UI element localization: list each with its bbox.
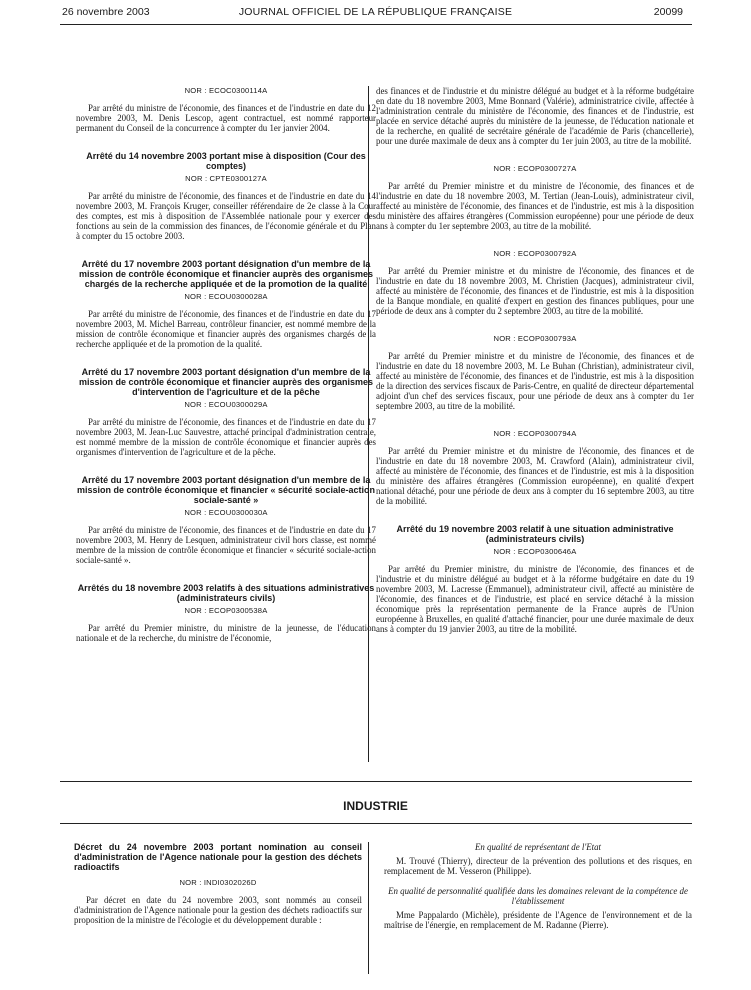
nor-reference: NOR : ECOP0300794A	[493, 429, 577, 438]
decree-title: Arrêtés du 18 novembre 2003 relatifs à des situations administratives (administrateurs civils)	[77, 583, 375, 603]
decree-text: Par arrêté du ministre de l'économie, des finances et de l'industrie en date du 14 novembre 2003, M. François Kruger, conseiller référendaire de 2e classe à la Cour des comptes, est mis à disposition de l'Assemblée nationale pour y exercer des fonctions au sein de la commission des finances, de l'économie générale et du Plan à compter du 15 octobre 2003.	[76, 191, 376, 241]
publication-title: JOURNAL OFFICIEL DE LA RÉPUBLIQUE FRANÇAISE	[238, 6, 513, 18]
nor-reference: NOR : ECOU0300029A	[184, 400, 268, 409]
decree-title: Arrêté du 14 novembre 2003 portant mise à disposition (Cour des comptes)	[86, 151, 366, 171]
header-rule	[60, 24, 692, 25]
decree-text: Par arrêté du ministre de l'économie, des finances et de l'industrie en date du 17 novembre 2003, M. Henry de Lesquen, administrateur civil hors classe, est nommé membre de la mission de contrôle économique et financier « sécurité sociale-action sociale-santé ».	[76, 525, 376, 565]
decree-title: Arrêté du 19 novembre 2003 relatif à une situation administrative (administrateurs civils)	[396, 524, 674, 544]
section-rule-bottom	[60, 823, 692, 824]
subheading: En qualité de personnalité qualifiée dans les domaines relevant de la compétence de l'établissement	[388, 886, 688, 906]
issue-date: 26 novembre 2003	[62, 6, 150, 18]
nor-reference: NOR : ECOU0300028A	[184, 292, 268, 301]
decree-text: Mme Pappalardo (Michèle), présidente de l'Agence de l'environnement et de la maîtrise de l'énergie, en remplacement de M. Radanne (Pierre).	[384, 910, 692, 930]
decree-text: Par arrêté du Premier ministre et du ministre de l'économie, des finances et de l'industrie en date du 18 novembre 2003, M. Crawford (Alain), administrateur civil, affecté au ministère de l'économie, des finances et de l'industrie, est mis à la disposition du ministère des affaires étrangères (Commission européenne), en qualité d'expert national détaché, pour une période de deux ans à compter du 16 septembre 2003, au titre de la mobilité.	[376, 446, 694, 506]
decree-title: Décret du 24 novembre 2003 portant nomination au conseil d'administration de l'Agence nationale pour la gestion des déchets radioactifs	[74, 842, 362, 872]
nor-reference: NOR : ECOP0300792A	[493, 249, 577, 258]
section-heading: INDUSTRIE	[343, 799, 408, 813]
bottom-right-column	[384, 842, 692, 940]
page-header	[0, 6, 751, 22]
nor-reference: NOR : CPTE0300127A	[185, 174, 267, 183]
section-rule-top	[60, 781, 692, 782]
decree-text: des finances et de l'industrie et du ministre délégué au budget et à la réforme budgétaire en date du 18 novembre 2003, Mme Bonnard (Valérie), administratrice civile, affectée à l'administration centrale du ministère de l'économie, des finances et de l'industrie, est placée en service détaché auprès du ministère de la jeunesse, de l'éducation nationale et de la recherche, en qualité de secrétaire générale de l'académie de Paris (chancellerie), pour une durée maximale de deux ans à compter du 1er juin 2003, au titre de la mobilité.	[376, 86, 694, 146]
left-column	[76, 86, 376, 643]
decree-text: Par arrêté du Premier ministre, du ministre de la jeunesse, de l'éducation nationale et de la recherche, du ministre de l'économie,	[76, 623, 376, 643]
decree-text: Par arrêté du ministre de l'économie, des finances et de l'industrie en date du 17 novembre 2003, M. Michel Barreau, contrôleur financier, est nommé membre de la mission de contrôle économique et financier auprès des organismes chargés de la recherche appliquée et de la promotion de la qualité.	[76, 309, 376, 349]
nor-reference: NOR : ECOP0300727A	[493, 164, 577, 173]
decree-text: Par arrêté du ministre de l'économie, des finances et de l'industrie en date du 17 novembre 2003, M. Jean-Luc Sauvestre, attaché principal d'administration centrale, est nommé membre de la mission de contrôle économique et financier auprès des organismes d'intervention de l'agriculture et de la pêche.	[76, 417, 376, 457]
nor-reference: NOR : ECOP0300646A	[493, 547, 577, 556]
decree-text: Par arrêté du ministre de l'économie, des finances et de l'industrie en date du 12 novembre 2003, M. Denis Lescop, agent contractuel, est nommé rapporteur permanent du Conseil de la concurrence à compter du 1er janvier 2004.	[76, 103, 376, 133]
decree-text: M. Trouvé (Thierry), directeur de la prévention des pollutions et des risques, en remplacement de M. Vesseron (Philippe).	[384, 856, 692, 876]
decree-title: Arrêté du 17 novembre 2003 portant désignation d'un membre de la mission de contrôle économique et financier auprès des organismes d'intervention de l'agriculture et de la pêche	[78, 367, 374, 397]
right-column	[376, 86, 694, 634]
nor-reference: NOR : ECOU0300030A	[184, 508, 268, 517]
column-divider	[368, 842, 369, 974]
bottom-left-column	[74, 842, 362, 935]
decree-title: Arrêté du 17 novembre 2003 portant désignation d'un membre de la mission de contrôle économique et financier auprès des organismes chargés de la recherche appliquée et de la promotion de la qualité	[78, 259, 374, 289]
decree-text: Par arrêté du Premier ministre, du ministre de l'économie, des finances et de l'industrie et du ministre délégué au budget et à la réforme budgétaire en date du 19 novembre 2003, M. Lacresse (Emmanuel), administrateur civil, affecté au ministère de l'économie, des finances et de l'industrie, est placé en service détaché à la mission économique près la représentation permanente de la France auprès de l'Union européenne à Bruxelles, en qualité d'attaché financier, pour une durée maximale de deux ans à compter du 19 janvier 2003, au titre de la mobilité.	[376, 564, 694, 634]
decree-text: Par décret en date du 24 novembre 2003, sont nommés au conseil d'administration de l'Agence nationale pour la gestion des déchets radioactifs sur proposition de la ministre de l'écologie et du développement durable :	[74, 895, 362, 925]
nor-reference: NOR : ECOP0300538A	[184, 606, 268, 615]
nor-reference: NOR : ECOC0300114A	[184, 86, 268, 95]
nor-reference: NOR : ECOP0300793A	[493, 334, 577, 343]
page-number: 20099	[653, 6, 683, 18]
subheading: En qualité de représentant de l'Etat	[474, 842, 602, 852]
decree-text: Par arrêté du Premier ministre et du ministre de l'économie, des finances et de l'industrie en date du 18 novembre 2003, M. Tertian (Jean-Louis), administrateur civil, affecté au ministère de l'économie, des finances et de l'industrie, est mis à la disposition du ministère des affaires étrangères (Commission européenne) pour une période de deux ans à compter du 1er septembre 2003, au titre de la mobilité.	[376, 181, 694, 231]
nor-reference: NOR : INDI0302026D	[179, 878, 257, 887]
decree-text: Par arrêté du Premier ministre et du ministre de l'économie, des finances et de l'industrie en date du 18 novembre 2003, M. Le Buhan (Christian), administrateur civil, affecté au ministère de l'économie, des finances et de l'industrie, est mis à la disposition de la direction des services fiscaux de Paris-Centre, en qualité de directeur départemental adjoint d'un chef des services fiscaux, pour une période de deux ans à compter du 1er septembre 2003, au titre de la mobilité.	[376, 351, 694, 411]
decree-title: Arrêté du 17 novembre 2003 portant désignation d'un membre de la mission de contrôle économique et financier « sécurité sociale-action sociale-santé »	[76, 475, 376, 505]
decree-text: Par arrêté du Premier ministre et du ministre de l'économie, des finances et de l'industrie en date du 18 novembre 2003, M. Christien (Jacques), administrateur civil, affecté au ministère de l'économie, des finances et de l'industrie, est mis à la disposition de la Banque mondiale, en qualité d'expert en gestion des finances publiques, pour une période de deux ans à compter du 2 septembre 2003, au titre de la mobilité.	[376, 266, 694, 316]
